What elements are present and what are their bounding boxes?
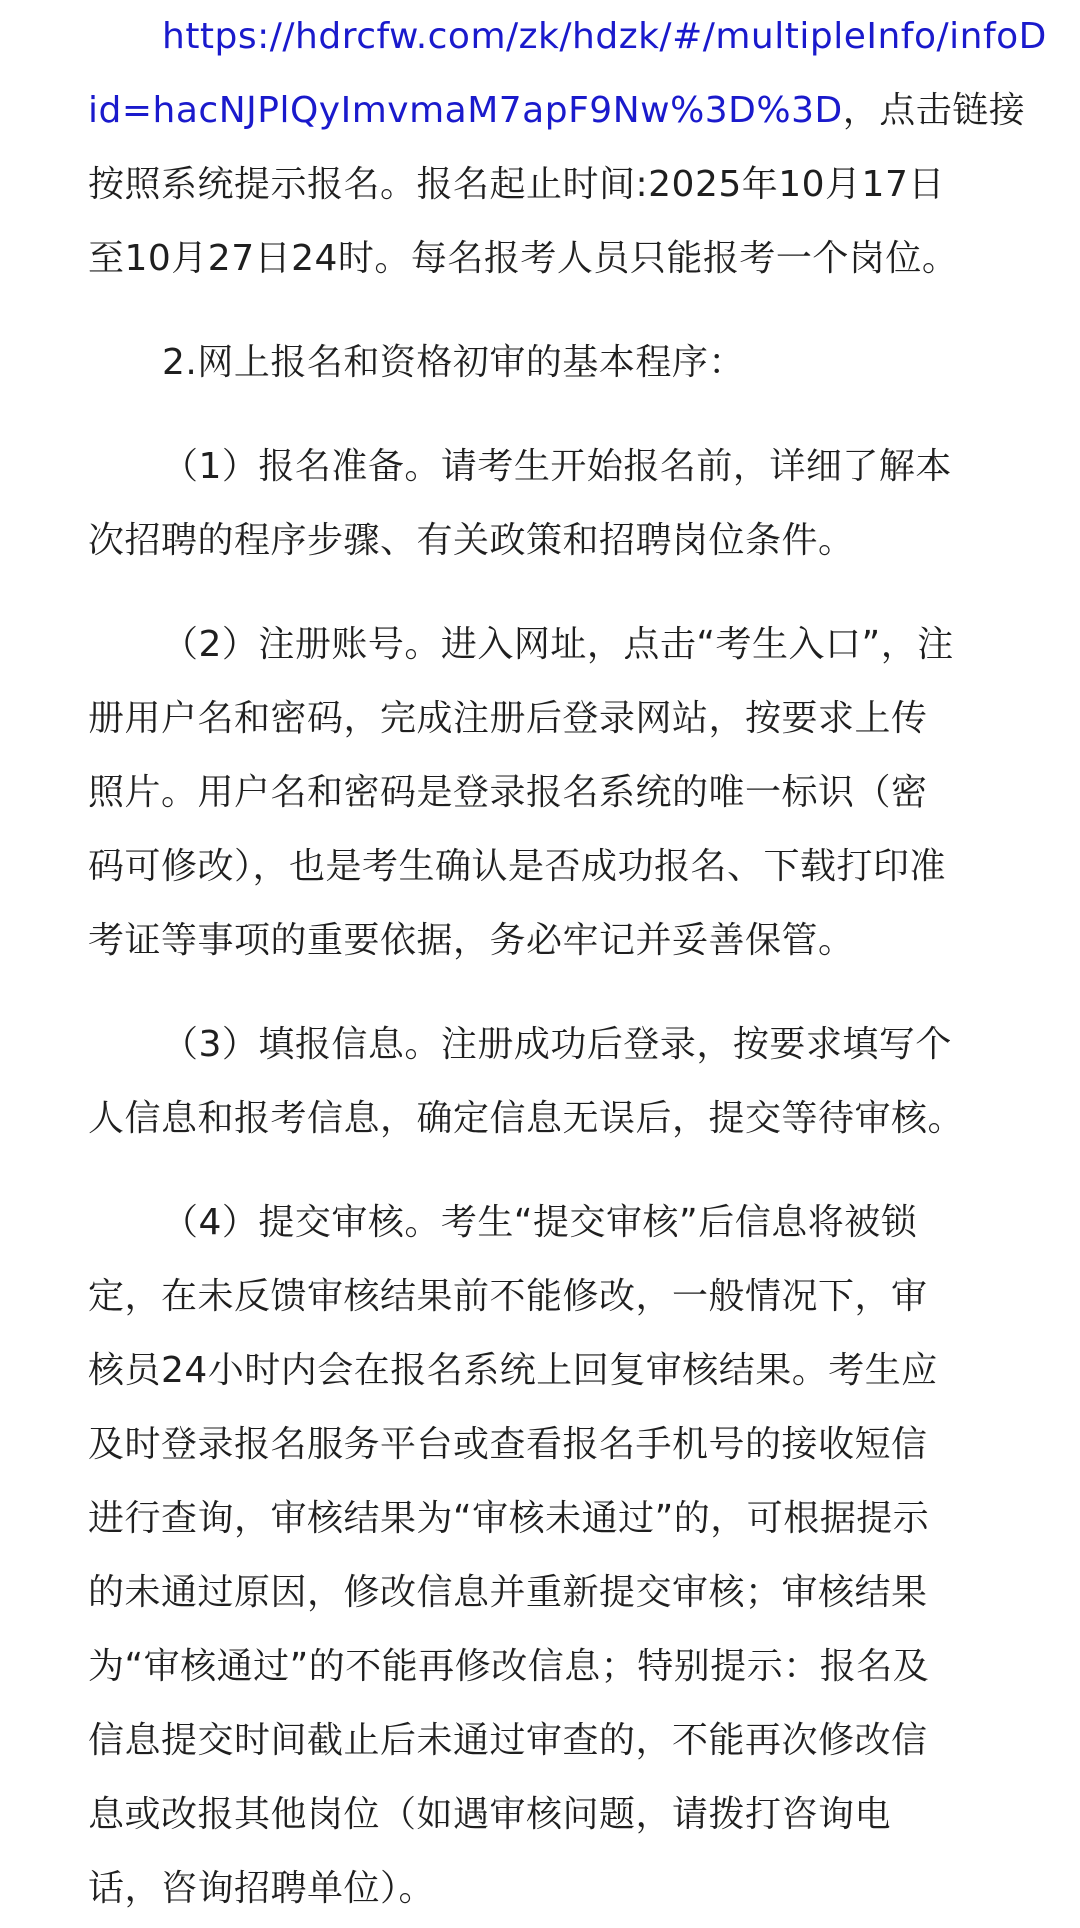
step-1-line: （1）报名准备。请考生开始报名前，详细了解本 — [162, 446, 952, 487]
step-3-line: （3）填报信息。注册成功后登录，按要求填写个 — [162, 1024, 952, 1065]
registration-link-line[interactable] — [88, 0, 1047, 74]
step-4-line: （4）提交审核。考生“提交审核”后信息将被锁 — [162, 1202, 918, 1243]
link-suffix-text: ，点击链接 — [842, 90, 1026, 131]
step-4-line: 的未通过原因，修改信息并重新提交审核；审核结果 — [88, 1572, 928, 1613]
step-2-line: （2）注册账号。进入网址，点击“考生入口”，注 — [162, 624, 954, 665]
registration-link[interactable]: https://hdrcfw.com/zk/hdzk/#/multipleInfo/infoD — [162, 16, 1047, 57]
paragraph-line: 按照系统提示报名。报名起止时间:2025年10月17日 — [88, 164, 945, 205]
step-4-line: 话，咨询招聘单位）。 — [88, 1868, 436, 1909]
step-2-line: 考证等事项的重要依据，务必牢记并妥善保管。 — [88, 920, 855, 961]
step-4-line: 信息提交时间截止后未通过审查的，不能再次修改信 — [88, 1720, 928, 1761]
step-4-line: 息或改报其他岗位（如遇审核问题，请拨打咨询电 — [88, 1794, 892, 1835]
step-4-line: 定，在未反馈审核结果前不能修改，一般情况下，审 — [88, 1276, 928, 1317]
registration-link-line-2 — [88, 74, 1026, 148]
paragraph-line: 至10月27日24时。每名报考人员只能报考一个岗位。 — [88, 238, 959, 279]
article-body — [88, 0, 1047, 1926]
step-4-line: 核员24小时内会在报名系统上回复审核结果。考生应 — [88, 1350, 938, 1391]
step-3-line: 人信息和报考信息，确定信息无误后，提交等待审核。 — [88, 1098, 965, 1139]
step-2-line: 册用户名和密码，完成注册后登录网站，按要求上传 — [88, 698, 928, 739]
step-2-line: 照片。用户名和密码是登录报名系统的唯一标识（密 — [88, 772, 928, 813]
section-heading: 2.网上报名和资格初审的基本程序： — [162, 342, 745, 383]
step-4-line: 及时登录报名服务平台或查看报名手机号的接收短信 — [88, 1424, 928, 1465]
registration-link-continued[interactable]: id=hacNJPlQyImvmaM7apF9Nw%3D%3D — [88, 90, 843, 131]
step-2-line: 码可修改），也是考生确认是否成功报名、下载打印准 — [88, 846, 947, 887]
step-1-line: 次招聘的程序步骤、有关政策和招聘岗位条件。 — [88, 520, 855, 561]
step-4-line: 为“审核通过”的不能再修改信息；特别提示：报名及 — [88, 1646, 930, 1687]
step-4-line: 进行查询，审核结果为“审核未通过”的，可根据提示 — [88, 1498, 930, 1539]
